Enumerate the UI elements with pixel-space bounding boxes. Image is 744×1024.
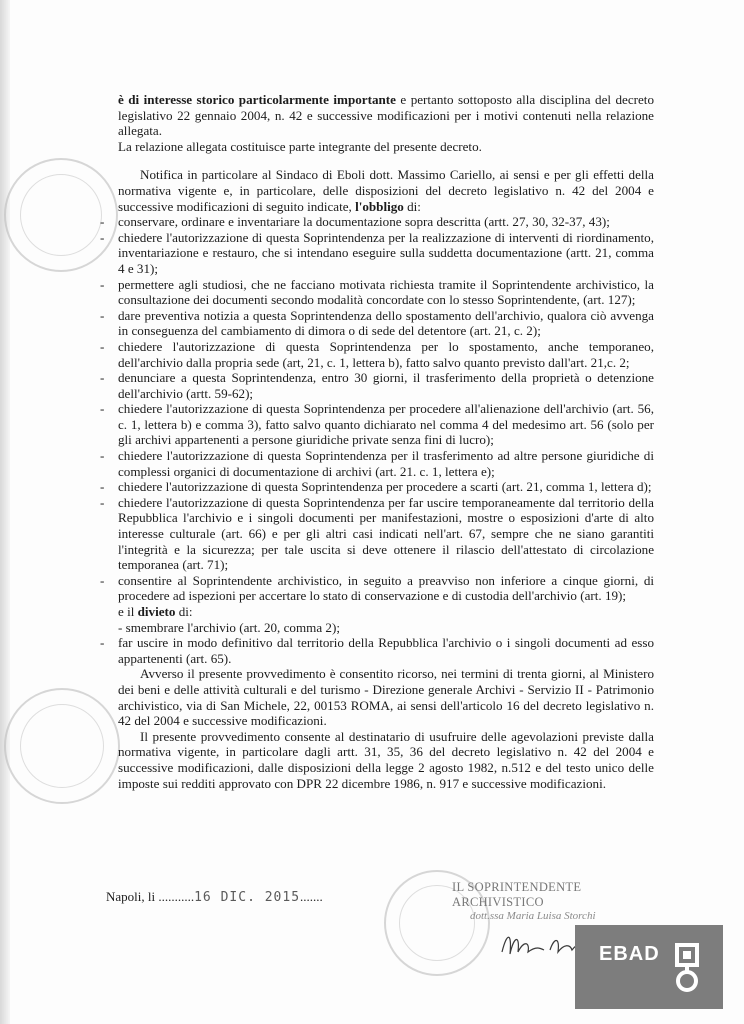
divieto-bold: divieto	[137, 604, 176, 619]
list-item: - chiedere l'autorizzazione di questa Soprintendenza per la realizzazione di interventi di riordinamento, inventariazione e restauro, che si intendano eseguire sulla suddetta documentazione (artt. 21, comma 4 e 31);	[100, 229, 654, 276]
divieto-item-1: - smembrare l'archivio (art. 20, comma 2);	[118, 619, 340, 635]
list-item: - chiedere l'autorizzazione di questa Soprintendenza per far uscire temporaneamente dal territorio della Repubblica l'archivio e i singoli documenti per manifestazioni, mostre o esposizioni d'arte di alto interesse culturale (art. 66) e per gli altri casi indicati nell'art. 67, sempre che ne siano garantiti l'integrità e la sicurezza; per tale uscita si deve ottenere il rilascio dell'attestato di circolazione temporanea (art. 71);	[100, 494, 654, 573]
divieto-pre: e il	[118, 604, 138, 619]
intro-text: e pertanto sottoposto alla disciplina del decreto legislativo 22 gennaio 2004, n. 42 e successive modificazioni per i motivi contenuti nella relazione allegata.	[118, 92, 654, 139]
decree-body	[100, 92, 654, 791]
ebad-label: EBAD	[599, 943, 660, 965]
divieto-end: di:	[175, 604, 193, 619]
signatory-name: dott.ssa Maria Luisa Storchi	[470, 910, 596, 922]
ebad-logo-icon	[671, 941, 707, 995]
place-date	[106, 889, 323, 905]
list-item: - chiedere l'autorizzazione di questa Soprintendenza per procedere all'alienazione dell'archivio (art. 56, c. 1, lettera b) e comma 3), fatto salvo quanto dichiarato nel comma 4 del medesimo art. 56 (solo per gli archivi appartenenti a persone giuridiche private senza fini di lucro);	[100, 401, 654, 448]
agevolazioni-paragraph: Il presente provvedimento consente al destinatario di usufruire delle agevolazioni previste dalla normativa vigente, in particolare dagli artt. 31, 35, 36 del decreto legislativo n. 42 del 2004 e successive modificazioni, dalle disposizioni della legge 2 agosto 1982, n.512 e del testo unico delle imposte sui redditi approvato con DPR 22 dicembre 1986, n. 917 e successive modificazioni.	[118, 728, 654, 791]
list-item: - chiedere l'autorizzazione di questa Soprintendenza per lo spostamento, anche temporaneo, dell'archivio dalla propria sede (art, 21, c. 1, lettera b), fatto salvo quanto previsto dall'art. 21,c. 2;	[100, 338, 654, 370]
divieto-list	[100, 635, 654, 666]
list-item: - chiedere l'autorizzazione di questa Soprintendenza per il trasferimento ad altre persone giuridiche di complessi organici di documentazione di archivi (art. 21. c. 1, lettera e);	[100, 448, 654, 479]
intro-paragraph	[118, 92, 654, 139]
notifica-end: di:	[403, 198, 421, 214]
ricorso-paragraph: Avverso il presente provvedimento è consentito ricorso, nei termini di trenta giorni, al Ministero dei beni e delle attività culturali e del turismo - Direzione generale Archivi - Servizio II - Patrimonio archivistico, via di San Michele, 22, 00153 ROMA, ai sensi dell'articolo 16 del decreto legislativo n. 42 del 2004 e successive modificazioni.	[118, 666, 654, 729]
obbligo-bold: l'obbligo	[355, 198, 404, 214]
notifica-paragraph	[118, 167, 654, 214]
divieto-line	[118, 604, 654, 620]
signatory-title: IL SOPRINTENDENTE ARCHIVISTICO	[452, 880, 582, 909]
list-item: - permettere agli studiosi, che ne facciano motivata richiesta tramite il Soprintendente archivistico, la consultazione dei documenti secondo modalità concordate con lo stesso Soprintendente, (art. 127);	[100, 276, 654, 308]
list-item: - dare preventiva notizia a questa Soprintendenza dello spostamento dell'archivio, qualora ciò avvenga in conseguenza del cambiamento di dimora o di sede del detentore (art. 21, c. 2);	[100, 307, 654, 339]
date-dots: .......	[300, 889, 323, 904]
notifica-text: Notifica in particolare al Sindaco di Eboli dott. Massimo Cariello, ai sensi e per gli effetti della normativa vigente e, in particolare, delle disposizioni del decreto legislativo n. 42 del 2004 e successive modificazioni di seguito indicate,	[118, 167, 654, 214]
list-item: - far uscire in modo definitivo dal territorio della Repubblica l'archivio o i singoli documenti ad esso appartenenti (art. 65).	[100, 635, 654, 666]
obblighi-list	[100, 214, 654, 604]
place-label: Napoli, li ...........	[106, 889, 195, 904]
intro-bold: è di interesse storico particolarmente importante	[118, 92, 396, 107]
list-item: - chiedere l'autorizzazione di questa Soprintendenza per procedere a scarti (art. 21, comma 1, lettera d);	[100, 479, 652, 495]
official-seal-left-bottom	[4, 688, 120, 804]
ebad-watermark-badge	[575, 925, 723, 1009]
list-item: - consentire al Soprintendente archivistico, in seguito a preavviso non inferiore a cinque giorni, di procedere ad ispezioni per accertare lo stato di conservazione e di custodia dell'archivio (art. 19);	[100, 572, 654, 604]
date-stamp: 16 DIC. 2015	[194, 890, 301, 905]
list-item: - denunciare a questa Soprintendenza, entro 30 giorni, il trasferimento della proprietà o detenzione dell'archivio (artt. 59-62);	[100, 370, 654, 401]
page-edge-shadow	[0, 0, 10, 1024]
list-item: - conservare, ordinare e inventariare la documentazione sopra descritta (artt. 27, 30, 32-37, 43);	[100, 214, 610, 230]
relazione-line: La relazione allegata costituisce parte integrante del presente decreto.	[118, 138, 482, 154]
